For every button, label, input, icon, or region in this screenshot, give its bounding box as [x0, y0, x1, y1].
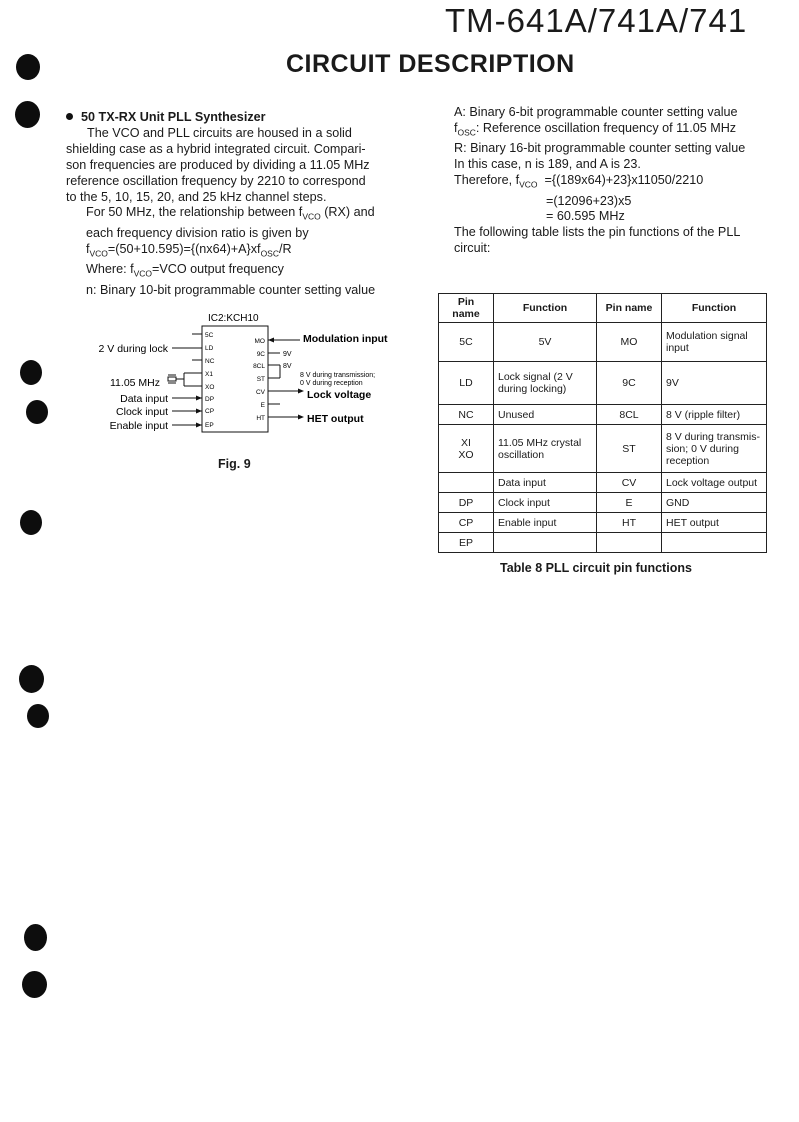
- a-definition: A: Binary 6-bit programmable counter setting value: [454, 105, 738, 119]
- pin-label: EP: [205, 422, 214, 429]
- cp-label: Clock input: [116, 406, 168, 418]
- dp-label: Data input: [120, 393, 168, 405]
- pin-label: CP: [205, 408, 215, 415]
- binder-hole: [15, 101, 40, 128]
- 9c-label: 9V: [283, 351, 292, 358]
- xtal-label: 11.05 MHz: [110, 377, 160, 389]
- header-cell: Pin name: [597, 294, 662, 323]
- page-title: CIRCUIT DESCRIPTION: [286, 50, 575, 78]
- table-intro: The following table lists the pin functions of the PLL: [454, 225, 741, 240]
- ld-label: 2 V during lock: [98, 343, 168, 355]
- binder-hole: [24, 924, 47, 951]
- binder-hole: [27, 704, 49, 728]
- table-cell: [597, 533, 662, 553]
- where-line: Where: $f_{VCO}=VCO$ output frequency: [86, 262, 284, 279]
- para1-line: son frequencies are produced by dividing a 11.05 MHz: [66, 157, 370, 172]
- ic-label: IC2:KCH10: [208, 313, 259, 324]
- fig9-diagram: [80, 306, 420, 446]
- arrow-icon: [196, 423, 202, 428]
- pin-label: LD: [205, 345, 214, 352]
- left-column: [66, 110, 406, 299]
- table-cell: MO: [597, 323, 662, 362]
- table-cell: HET output: [662, 513, 767, 533]
- formula: $f_{VCO}=(50+10.595)=\{(nx64)+A\}xf_{OSC}/R$: [86, 241, 292, 259]
- pin-label: 9C: [256, 351, 265, 358]
- bullet-icon: [66, 113, 73, 120]
- therefore-line: Therefore, $f_{VCO} =\{(189x64)+23\}x11050/2210$: [454, 173, 704, 190]
- ep-label: Enable input: [109, 420, 168, 432]
- pin-label: NC: [205, 358, 215, 365]
- fosc-definition: $f_{OSC}$: Reference oscillation frequency of 11.05 MHz: [454, 120, 737, 138]
- pin-function-table: [438, 293, 767, 553]
- table-cell: Lock voltage output: [662, 473, 767, 493]
- table-cell: LD: [439, 362, 494, 405]
- arrow-icon: [268, 338, 274, 343]
- table-cell: 8CL: [597, 405, 662, 425]
- para2-line: each frequency division ratio is given by: [86, 225, 309, 240]
- table-row: [439, 405, 767, 425]
- r-definition: R: Binary 16-bit programmable counter setting value: [454, 141, 746, 156]
- pin-label: E: [260, 402, 265, 409]
- table-cell: Data input: [494, 473, 597, 493]
- arrow-icon: [298, 415, 304, 420]
- calc-line: = 60.595 MHz: [546, 209, 625, 224]
- 8cl-label: 8V: [283, 363, 292, 370]
- table-header-row: [439, 294, 767, 323]
- right-pin-labels: [253, 338, 266, 422]
- table-cell: DP: [439, 493, 494, 513]
- table-cell: HT: [597, 513, 662, 533]
- table-cell: 8 V during transmis- sion; 0 V during reception: [662, 425, 767, 473]
- pin-label: XO: [205, 384, 215, 391]
- table8-caption: Table 8 PLL circuit pin functions: [500, 561, 692, 575]
- table-cell: Clock input: [494, 493, 597, 513]
- table-cell: E: [597, 493, 662, 513]
- table-row: [439, 533, 767, 553]
- para2-line: For 50 MHz, the relationship between $f_{VCO}$ (RX) and: [86, 205, 375, 222]
- header-cell: Pin name: [439, 294, 494, 323]
- st-label-2: 0 V during reception: [300, 380, 363, 387]
- binder-hole: [19, 665, 44, 693]
- table-cell: [662, 533, 767, 553]
- n-definition: n: Binary 10-bit programmable counter setting value: [86, 282, 376, 297]
- table-row: [439, 323, 767, 362]
- header-cell: Function: [494, 294, 597, 323]
- cv-label: Lock voltage: [307, 389, 372, 401]
- table-cell: 9V: [662, 362, 767, 405]
- pin-label: DP: [205, 396, 215, 403]
- arrow-icon: [196, 409, 202, 414]
- binder-hole: [16, 54, 40, 80]
- table-cell: 5V: [494, 323, 597, 362]
- para1-line: The VCO and PLL circuits are housed in a solid: [87, 125, 352, 140]
- binder-hole: [20, 510, 42, 535]
- table-row: [439, 473, 767, 493]
- calc-line: =(12096+23)x5: [546, 193, 632, 208]
- arrow-icon: [298, 389, 304, 394]
- table-cell: Unused: [494, 405, 597, 425]
- table-cell: EP: [439, 533, 494, 553]
- table-cell: 11.05 MHz crystal oscillation: [494, 425, 597, 473]
- case-line: In this case, n is 189, and A is 23.: [454, 157, 641, 172]
- table-cell: 8 V (ripple filter): [662, 405, 767, 425]
- pin-label: HT: [256, 415, 265, 422]
- pin-wires: [172, 334, 300, 425]
- st-label-1: 8 V during transmission;: [300, 372, 376, 379]
- pin-label: 8CL: [253, 363, 265, 370]
- para1-line: reference oscillation frequency by 2210 to correspond: [66, 173, 366, 188]
- table-intro: circuit:: [454, 241, 491, 256]
- header-cell: Function: [662, 294, 767, 323]
- binder-hole: [26, 400, 48, 424]
- table-cell: CP: [439, 513, 494, 533]
- crystal-icon: [168, 375, 184, 383]
- para1-line: shielding case as a hybrid integrated circuit. Compari-: [66, 141, 366, 156]
- table-cell: [439, 473, 494, 493]
- binder-hole: [20, 360, 42, 385]
- binder-hole: [22, 971, 47, 998]
- left-pin-labels: [205, 332, 215, 429]
- table-cell: 9C: [597, 362, 662, 405]
- table-row: [439, 493, 767, 513]
- section-heading: 50 TX-RX Unit PLL Synthesizer: [66, 110, 406, 126]
- ht-label: HET output: [307, 413, 364, 425]
- table-cell: GND: [662, 493, 767, 513]
- pin-label: 5C: [205, 332, 214, 339]
- pin-label: CV: [255, 389, 265, 396]
- table-cell: CV: [597, 473, 662, 493]
- table-cell: Enable input: [494, 513, 597, 533]
- table-row: [439, 513, 767, 533]
- para1-line: to the 5, 10, 15, 20, and 25 kHz channel steps.: [66, 189, 327, 204]
- pin-label: ST: [256, 376, 265, 383]
- table-cell: NC: [439, 405, 494, 425]
- arrow-icon: [196, 396, 202, 401]
- table-cell: Modulation signal input: [662, 323, 767, 362]
- pin-label: X1: [205, 371, 213, 378]
- table-cell: Lock signal (2 V during locking): [494, 362, 597, 405]
- mo-label: Modulation input: [303, 333, 388, 345]
- table-row: [439, 425, 767, 473]
- right-column: [454, 105, 774, 257]
- fig9-caption: Fig. 9: [218, 457, 251, 471]
- table-cell: XI XO: [439, 425, 494, 473]
- table-cell: [494, 533, 597, 553]
- table-cell: ST: [597, 425, 662, 473]
- model-header: TM-641A/741A/741: [445, 2, 748, 39]
- table-row: [439, 362, 767, 405]
- table-cell: 5C: [439, 323, 494, 362]
- pin-label: MO: [254, 338, 265, 345]
